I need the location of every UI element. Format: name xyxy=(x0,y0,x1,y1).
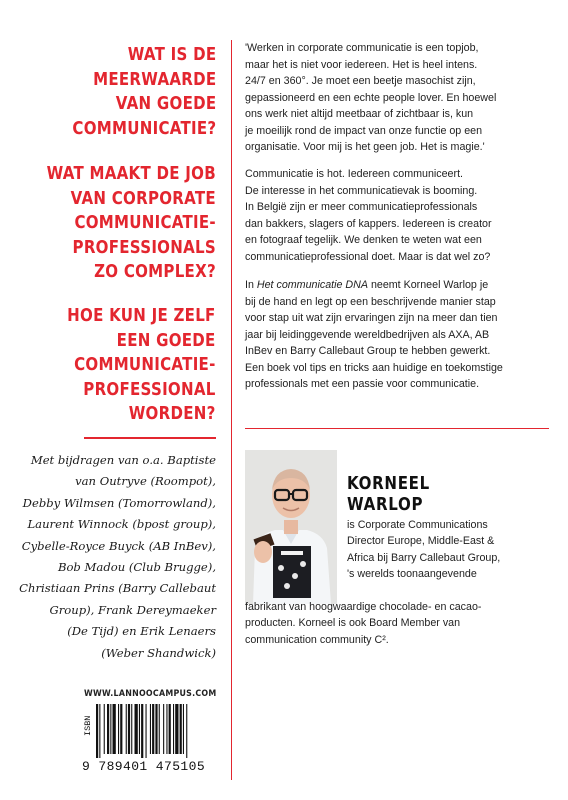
isbn-number: 9 789401 475105 xyxy=(82,759,206,774)
barcode-bar xyxy=(126,704,127,754)
book-description-paragraph: In Het communicatie DNA neemt Korneel Warlop je bij de hand en legt op een beschrijvende manier stap voor stap uit wat zijn ervaringen zijn na meer dan tien jaar bij leidinggevende wereldbedrijven als AXA, AB InBev en Barry Callebaut Group te hebben gewerkt. Een boek vol tips en tricks aan huidige en toekomstige professionals met een passie voor communicatie. xyxy=(245,279,503,390)
publisher-url: WWW.LANNOOCAMPUS.COM xyxy=(84,688,217,699)
barcode-bar xyxy=(99,704,100,758)
barcode-bar xyxy=(155,704,157,754)
barcode-bar xyxy=(183,704,184,754)
author-portrait-illustration xyxy=(245,450,337,604)
question-1: WAT IS DE MEERWAARDE VAN GOEDE COMMUNICATIE? xyxy=(72,45,216,139)
author-bio-continued: fabrikant van hoogwaardige chocolade- en cacao- producten. Korneel is ook Board Member van communication community C². xyxy=(245,601,482,646)
barcode-bar xyxy=(166,704,167,754)
intro-paragraph: Communicatie is hot. Iedereen communiceert. De interesse in het communicatievak is booming. In België zijn er meer communicatieprofessionals dan bakkers, slagers of kappers. Iedereen is creator en fotograaf tegelijk. We denken te weten wat een communicatieprofessional doet. Maar is dat wel zo? xyxy=(245,168,492,263)
question-3: HOE KUN JE ZELF EEN GOEDE COMMUNICATIE- PROFESSIONAL WORDEN? xyxy=(67,306,216,424)
author-name: KORNEEL WARLOP xyxy=(347,474,430,515)
barcode-bar xyxy=(180,704,182,754)
contributors-list: Met bijdragen van o.a. Baptiste van Outryve (Roompot), Debby Wilmsen (Tomorrowland), Laurent Winnock (bpost group), Cybelle-Royce Buyck (AB InBev), Bob Madou (Club Brugge), Christiaan Prins (Barry Callebaut Group), Frank Dereymaeker (De Tijd) en Erik Lenaers (Weber Shandwick) xyxy=(19,453,216,660)
barcode-bar xyxy=(173,704,174,754)
barcode-bar xyxy=(128,704,130,754)
right-divider xyxy=(245,428,549,429)
barcode-graphic xyxy=(96,704,216,758)
barcode-bar xyxy=(159,704,160,754)
isbn-barcode-block xyxy=(82,702,216,776)
barcode-bar xyxy=(104,704,105,754)
barcode-bar xyxy=(118,704,119,754)
barcode-bar xyxy=(110,704,111,754)
left-column xyxy=(0,0,232,800)
barcode-bar xyxy=(146,704,147,758)
author-photo xyxy=(245,450,337,604)
author-bio-beside-photo: is Corporate Communications Director Europe, Middle-East & Africa bij Barry Callebaut Group, 's werelds toonaangevende xyxy=(347,519,501,580)
barcode-bar xyxy=(150,704,151,754)
isbn-label: ISBN xyxy=(83,715,93,737)
barcode-bar xyxy=(96,704,98,758)
barcode-bar xyxy=(152,704,154,754)
barcode-bar xyxy=(186,704,187,758)
barcode-bar xyxy=(113,704,116,754)
barcode-bar xyxy=(175,704,178,754)
question-2: WAT MAAKT DE JOB VAN CORPORATE COMMUNICATIE- PROFESSIONALS ZO COMPLEX? xyxy=(46,164,216,282)
barcode-bar xyxy=(139,704,140,754)
book-title: Het communicatie DNA xyxy=(256,279,368,291)
barcode-bar xyxy=(107,704,109,754)
barcode-bar xyxy=(169,704,171,754)
barcode-bar xyxy=(131,704,132,754)
barcode-bar xyxy=(120,704,122,754)
quote-paragraph: 'Werken in corporate communicatie is een topjob, maar het is niet voor iedereen. Het is heel intens. 24/7 en 360°. Je moet een beetje masochist zijn, gepassioneerd en een echte people lover. En hoewel ons werk niet altijd meetbaar of zichtbaar is, kun je moeilijk rond de impact van onze functie op een organisatie. Voor mij is het geen job. Het is magie.' xyxy=(245,42,497,153)
barcode-bar xyxy=(163,704,164,754)
left-divider xyxy=(84,437,216,439)
barcode-bar xyxy=(135,704,138,754)
barcode-bar xyxy=(141,704,143,758)
column-divider xyxy=(231,40,232,780)
